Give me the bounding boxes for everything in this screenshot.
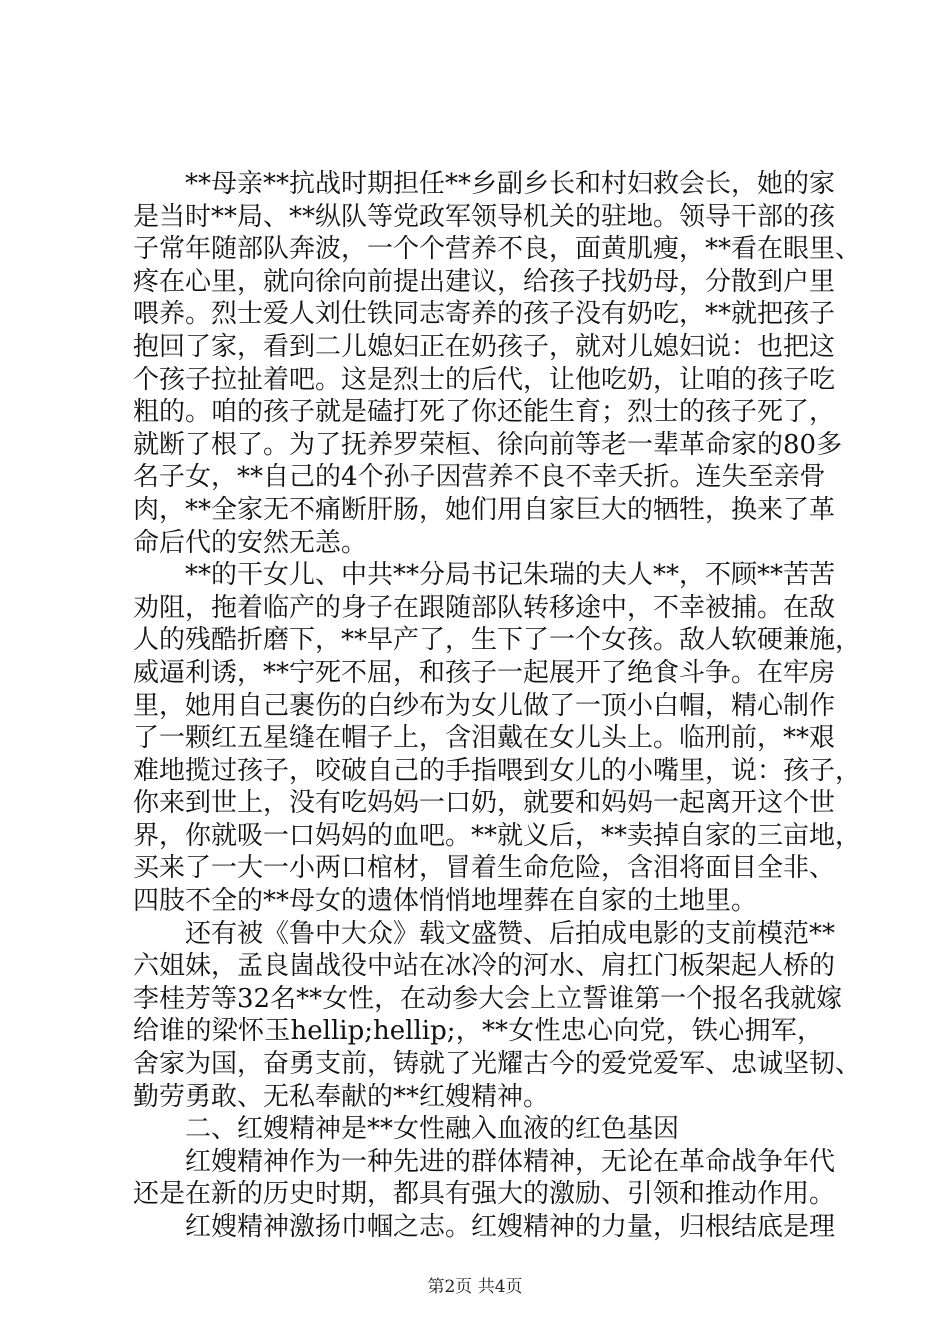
text-line: 个孩子拉扯着吧。这是烈士的后代，让他吃奶，让咱的孩子吃 <box>133 364 836 395</box>
text-line: 抱回了家，看到二儿媳妇正在奶孩子，就对儿媳妇说：也把这 <box>133 331 836 362</box>
text-line: 难地揽过孩子，咬破自己的手指喂到女儿的小嘴里，说：孩子， <box>133 755 862 786</box>
document-body <box>133 168 862 1244</box>
text-line: 喂养。烈士爱人刘仕铁同志寄养的孩子没有奶吃，**就把孩子 <box>133 299 836 330</box>
text-line: 红嫂精神激扬巾帼之志。红嫂精神的力量，归根结底是理 <box>185 1212 836 1242</box>
section-heading <box>133 1113 823 1146</box>
text-line: 红嫂精神作为一种先进的群体精神，无论在革命战争年代 <box>185 1146 836 1177</box>
text-line: **母亲**抗战时期担任**乡副乡长和村妇救会长，她的家 <box>185 169 836 199</box>
text-line: 舍家为国，奋勇支前，铸就了光耀古今的爱党爱军、忠诚坚韧、 <box>133 1049 862 1080</box>
text-line: 勤劳勇敢、无私奉献的**红嫂精神。 <box>133 1081 550 1112</box>
text-line: 就断了根了。为了抚养罗荣桓、徐向前等老一辈革命家的80多 <box>133 429 843 460</box>
text-line: 命后代的安然无恙。 <box>133 527 368 558</box>
text-line: 界，你就吸一口妈妈的血吧。**就义后，**卖掉自家的三亩地， <box>133 820 862 851</box>
text-line: 肉，**全家无不痛断肝肠，她们用自家巨大的牺牲，换来了革 <box>133 494 836 525</box>
text-line: 名子女，**自己的4个孙子因营养不良不幸夭折。连失至亲骨 <box>133 462 826 493</box>
text-line: 还有被《鲁中大众》载文盛赞、后拍成电影的支前模范** <box>185 918 836 949</box>
text-line: 四肢不全的**母女的遗体悄悄地埋葬在自家的土地里。 <box>133 886 758 917</box>
paragraph <box>133 918 862 1114</box>
paragraph <box>133 1146 836 1211</box>
text-line: **的干女儿、中共**分局书记朱瑞的夫人**，不顾**苦苦 <box>185 560 836 591</box>
text-line: 子常年随部队奔波，一个个营养不良，面黄肌瘦，**看在眼里、 <box>133 234 862 265</box>
text-line: 李桂芳等32名**女性，在动参大会上立誓谁第一个报名我就嫁 <box>133 983 843 1014</box>
page-footer: 第2页 共4页 <box>427 1277 523 1297</box>
paragraph <box>133 168 862 559</box>
text-line: 劝阻，拖着临产的身子在跟随部队转移途中，不幸被捕。在敌 <box>133 592 836 623</box>
text-line: 还是在新的历史时期，都具有强大的激励、引领和推动作用。 <box>133 1179 836 1210</box>
text-line: 是当时**局、**纵队等党政军领导机关的驻地。领导干部的孩 <box>133 201 836 232</box>
text-line: 人的残酷折磨下，**早产了，生下了一个女孩。敌人软硬兼施， <box>133 625 862 656</box>
text-line: 里，她用自己裹伤的白纱布为女儿做了一顶小白帽，精心制作 <box>133 690 836 721</box>
text-line: 了一颗红五星缝在帽子上，含泪戴在女儿头上。临刑前，**艰 <box>133 723 836 754</box>
text-line: 给谁的梁怀玉hellip;hellip;，**女性忠心向党，铁心拥军， <box>133 1016 823 1047</box>
text-line: 六姐妹，孟良崮战役中站在冰冷的河水、肩扛门板架起人桥的 <box>133 951 836 982</box>
text-line: 二、红嫂精神是**女性融入血液的红色基因 <box>185 1114 680 1145</box>
paragraph <box>133 1211 836 1244</box>
text-line: 粗的。咱的孩子就是磕打死了你还能生育；烈士的孩子死了， <box>133 397 836 428</box>
paragraph <box>133 559 862 918</box>
text-line: 买来了一大一小两口棺材，冒着生命危险，含泪将面目全非、 <box>133 853 836 884</box>
text-line: 你来到世上，没有吃妈妈一口奶，就要和妈妈一起离开这个世 <box>133 788 836 819</box>
text-line: 疼在心里，就向徐向前提出建议，给孩子找奶母，分散到户里 <box>133 266 836 297</box>
text-line: 威逼利诱，**宁死不屈，和孩子一起展开了绝食斗争。在牢房 <box>133 657 836 688</box>
